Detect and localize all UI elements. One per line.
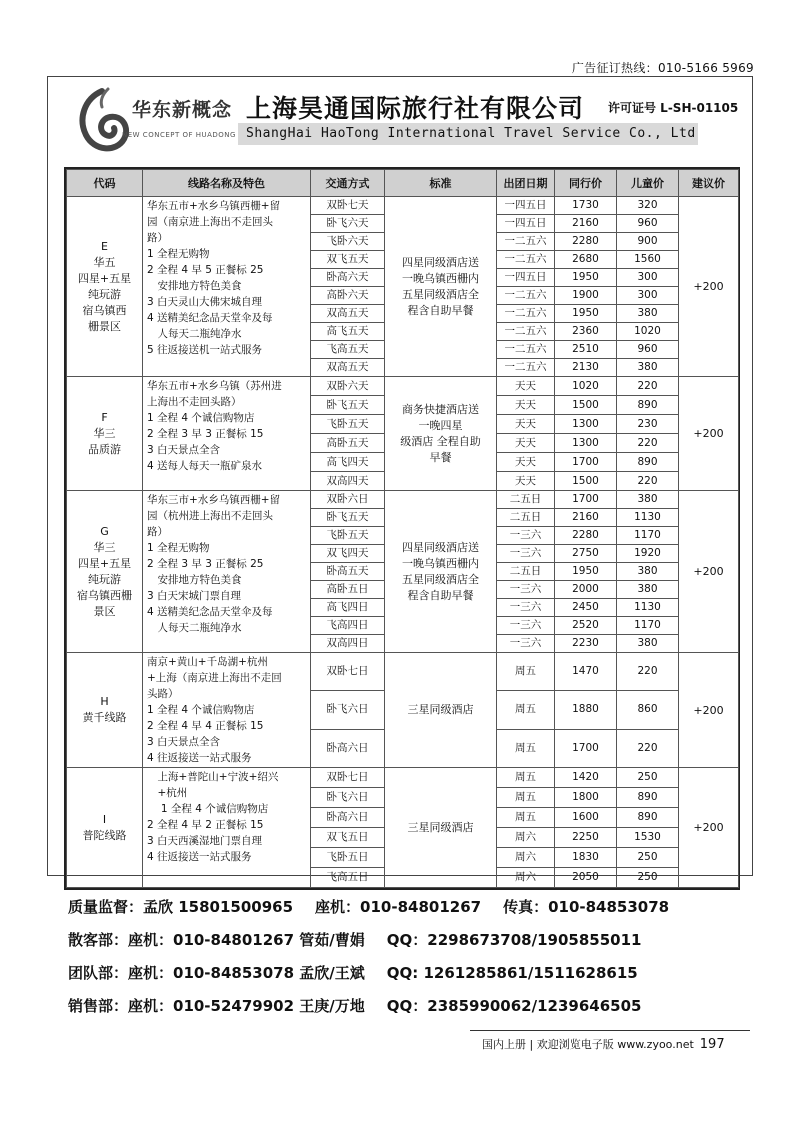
departure-days: 一二五六 bbox=[497, 287, 555, 305]
route-features bbox=[143, 768, 311, 888]
child-price: 890 bbox=[617, 808, 679, 828]
standard-line: 三星同级酒店 bbox=[407, 703, 474, 716]
company-name-cn: 上海昊通国际旅行社有限公司 bbox=[246, 94, 585, 123]
suggested-markup: +200 bbox=[679, 491, 739, 653]
table-row bbox=[67, 377, 739, 396]
trade-price: 2750 bbox=[555, 545, 617, 563]
transport-mode: 双卧七天 bbox=[311, 197, 385, 215]
contact-field: QQ：2298673708/1905855011 bbox=[386, 931, 642, 949]
route-code-line: 宿乌镇西栅 bbox=[77, 588, 132, 602]
child-price: 890 bbox=[617, 788, 679, 808]
feature-line: +上海（南京进上海出不走回 bbox=[147, 672, 282, 684]
route-code-line: 华五 bbox=[93, 255, 116, 269]
child-price: 380 bbox=[617, 581, 679, 599]
departure-days: 二五日 bbox=[497, 491, 555, 509]
contact-line bbox=[68, 929, 669, 962]
feature-line: 2 全程 4 早 5 正餐标 25 bbox=[147, 264, 264, 276]
standard-line: 四星同级酒店送 bbox=[402, 540, 479, 554]
route-code bbox=[67, 768, 143, 888]
feature-line: 4 往返接送一站式服务 bbox=[147, 851, 252, 863]
route-code-line: 品质游 bbox=[88, 442, 121, 456]
feature-line: 2 全程 3 早 3 正餐标 25 bbox=[147, 558, 264, 570]
feature-line: 华东三市+水乡乌镇西栅+留 bbox=[147, 494, 281, 506]
page-footer bbox=[482, 1036, 725, 1052]
child-price: 250 bbox=[617, 868, 679, 888]
route-features bbox=[143, 653, 311, 768]
suggested-markup: +200 bbox=[679, 377, 739, 491]
column-header: 建议价 bbox=[679, 170, 739, 197]
feature-line: 1 全程 4 个诚信购物店 bbox=[147, 803, 269, 815]
feature-line: 南京+黄山+千岛湖+杭州 bbox=[147, 656, 268, 668]
departure-days: 天天 bbox=[497, 415, 555, 434]
standard-line: 五星同级酒店全 bbox=[402, 287, 479, 301]
trade-price: 1500 bbox=[555, 396, 617, 415]
child-price: 320 bbox=[617, 197, 679, 215]
route-table-wrap bbox=[64, 167, 740, 890]
departure-days: 一三六 bbox=[497, 581, 555, 599]
transport-mode: 飞高五天 bbox=[311, 341, 385, 359]
departure-days: 一二五六 bbox=[497, 341, 555, 359]
route-code-line: 纯玩游 bbox=[88, 572, 121, 586]
departure-days: 一二五六 bbox=[497, 251, 555, 269]
trade-price: 2230 bbox=[555, 635, 617, 653]
contact-field: 质量监督：孟欣 15801500965 bbox=[68, 898, 294, 916]
child-price: 1560 bbox=[617, 251, 679, 269]
table-header-row bbox=[67, 170, 739, 197]
trade-price: 1300 bbox=[555, 434, 617, 453]
departure-days: 一二五六 bbox=[497, 323, 555, 341]
transport-mode: 卧高六天 bbox=[311, 269, 385, 287]
child-price: 1920 bbox=[617, 545, 679, 563]
feature-line: 安排地方特色美食 bbox=[147, 574, 242, 586]
departure-days: 一二五六 bbox=[497, 359, 555, 377]
trade-price: 2130 bbox=[555, 359, 617, 377]
departure-days: 一四五日 bbox=[497, 197, 555, 215]
departure-days: 一三六 bbox=[497, 545, 555, 563]
route-code-line: I bbox=[102, 812, 107, 826]
child-price: 1130 bbox=[617, 599, 679, 617]
column-header: 交通方式 bbox=[311, 170, 385, 197]
feature-line: 路） bbox=[147, 232, 168, 244]
brand-name-cn: 华东新概念 bbox=[132, 99, 233, 121]
transport-mode: 双高五天 bbox=[311, 305, 385, 323]
transport-mode: 卧高六日 bbox=[311, 729, 385, 767]
transport-mode: 卧飞六日 bbox=[311, 691, 385, 729]
departure-days: 一三六 bbox=[497, 635, 555, 653]
trade-price: 1800 bbox=[555, 788, 617, 808]
license-number: 许可证号 L-SH-01105 bbox=[608, 101, 739, 115]
feature-line: 3 白天灵山大佛宋城自理 bbox=[147, 296, 263, 308]
trade-price: 2000 bbox=[555, 581, 617, 599]
feature-line: 1 全程无购物 bbox=[147, 248, 210, 260]
standard-line: 早餐 bbox=[429, 450, 452, 464]
child-price: 890 bbox=[617, 453, 679, 472]
departure-days: 周六 bbox=[497, 868, 555, 888]
transport-mode: 高卧六天 bbox=[311, 287, 385, 305]
company-name-en: ShangHai HaoTong International Travel Service Co., Ltd bbox=[246, 126, 696, 141]
child-price: 380 bbox=[617, 359, 679, 377]
feature-line: 3 白天西溪湿地门票自理 bbox=[147, 835, 263, 847]
standard-line: 四星同级酒店送 bbox=[402, 255, 479, 269]
transport-mode: 双高五天 bbox=[311, 359, 385, 377]
route-features bbox=[143, 491, 311, 653]
departure-days: 周六 bbox=[497, 848, 555, 868]
child-price: 960 bbox=[617, 341, 679, 359]
child-price: 380 bbox=[617, 491, 679, 509]
feature-line: 华东五市+水乡乌镇西栅+留 bbox=[147, 200, 281, 212]
transport-mode: 高飞四日 bbox=[311, 599, 385, 617]
contact-field: QQ: 1261285861/1511628615 bbox=[386, 964, 638, 982]
contact-info bbox=[68, 896, 669, 1028]
contact-field: QQ：2385990062/1239646505 bbox=[386, 997, 642, 1015]
transport-mode: 卧飞五天 bbox=[311, 396, 385, 415]
child-price: 300 bbox=[617, 287, 679, 305]
trade-price: 2160 bbox=[555, 509, 617, 527]
route-code-line: 四星+五星 bbox=[77, 271, 132, 285]
departure-days: 一四五日 bbox=[497, 215, 555, 233]
ad-frame bbox=[47, 76, 753, 883]
route-code-line: E bbox=[101, 239, 108, 253]
standard-line: 一晚乌镇西栅内 bbox=[402, 556, 479, 570]
transport-mode: 双卧七日 bbox=[311, 653, 385, 691]
child-price: 1530 bbox=[617, 828, 679, 848]
standard-line: 五星同级酒店全 bbox=[402, 572, 479, 586]
departure-days: 一三六 bbox=[497, 617, 555, 635]
column-header: 代码 bbox=[67, 170, 143, 197]
child-price: 220 bbox=[617, 434, 679, 453]
suggested-markup: +200 bbox=[679, 653, 739, 768]
departure-days: 周五 bbox=[497, 653, 555, 691]
route-code-line: 黄千线路 bbox=[82, 711, 127, 724]
feature-line: 华东五市+水乡乌镇（苏州进 bbox=[147, 380, 282, 392]
column-header: 线路名称及特色 bbox=[143, 170, 311, 197]
transport-mode: 飞卧五天 bbox=[311, 527, 385, 545]
standard-line: 一晚四星 bbox=[418, 418, 463, 432]
table-row bbox=[67, 768, 739, 788]
feature-line: 3 白天景点全含 bbox=[147, 444, 221, 456]
route-code-line: 宿乌镇西 bbox=[82, 303, 127, 317]
transport-mode: 高飞四天 bbox=[311, 453, 385, 472]
transport-mode: 双卧六天 bbox=[311, 377, 385, 396]
feature-line: 路） bbox=[147, 526, 168, 538]
transport-mode: 卧高五天 bbox=[311, 563, 385, 581]
child-price: 1170 bbox=[617, 527, 679, 545]
departure-days: 一三六 bbox=[497, 599, 555, 617]
departure-days: 一二五六 bbox=[497, 233, 555, 251]
ad-header bbox=[48, 77, 752, 165]
standard-line: 商务快捷酒店送 bbox=[402, 402, 479, 416]
departure-days: 天天 bbox=[497, 377, 555, 396]
trade-price: 2450 bbox=[555, 599, 617, 617]
child-price: 250 bbox=[617, 768, 679, 788]
route-code-line: G bbox=[100, 524, 109, 538]
child-price: 250 bbox=[617, 848, 679, 868]
child-price: 900 bbox=[617, 233, 679, 251]
transport-mode: 卧飞六日 bbox=[311, 788, 385, 808]
trade-price: 1900 bbox=[555, 287, 617, 305]
departure-days: 周五 bbox=[497, 691, 555, 729]
route-code-line: 华三 bbox=[93, 426, 116, 440]
route-code-line: 四星+五星 bbox=[77, 556, 132, 570]
child-price: 220 bbox=[617, 472, 679, 491]
contact-line bbox=[68, 896, 669, 929]
feature-line: 4 送精美纪念品天堂伞及每 bbox=[147, 312, 273, 324]
standard-line: 一晚乌镇西栅内 bbox=[402, 271, 479, 285]
suggested-markup: +200 bbox=[679, 768, 739, 888]
transport-mode: 高卧五日 bbox=[311, 581, 385, 599]
contact-line bbox=[68, 962, 669, 995]
transport-mode: 高卧五天 bbox=[311, 434, 385, 453]
transport-mode: 双飞五日 bbox=[311, 828, 385, 848]
transport-mode: 双飞五天 bbox=[311, 251, 385, 269]
feature-line: 上海出不走回头路） bbox=[147, 396, 242, 408]
route-code-line: 普陀线路 bbox=[82, 828, 127, 842]
feature-line: 4 往返接送一站式服务 bbox=[147, 752, 252, 764]
child-price: 380 bbox=[617, 305, 679, 323]
transport-mode: 飞高五日 bbox=[311, 868, 385, 888]
trade-price: 2250 bbox=[555, 828, 617, 848]
feature-line: 园（南京进上海出不走回头 bbox=[147, 216, 273, 228]
hotel-standard bbox=[385, 197, 497, 377]
feature-line: 4 送精美纪念品天堂伞及每 bbox=[147, 606, 273, 618]
table-body bbox=[67, 197, 739, 888]
hotel-standard bbox=[385, 491, 497, 653]
route-code bbox=[67, 377, 143, 491]
route-code-line: 纯玩游 bbox=[88, 287, 121, 301]
column-header: 出团日期 bbox=[497, 170, 555, 197]
contact-field: 销售部：座机：010-52479902 王庚/万地 bbox=[68, 997, 365, 1015]
route-features bbox=[143, 197, 311, 377]
transport-mode: 双高四天 bbox=[311, 472, 385, 491]
table-row bbox=[67, 197, 739, 215]
trade-price: 2510 bbox=[555, 341, 617, 359]
contact-field: 散客部：座机：010-84801267 管茹/曹娟 bbox=[68, 931, 365, 949]
departure-days: 一二五六 bbox=[497, 305, 555, 323]
transport-mode: 双卧七日 bbox=[311, 768, 385, 788]
feature-line: 4 送每人每天一瓶矿泉水 bbox=[147, 460, 263, 472]
trade-price: 2280 bbox=[555, 233, 617, 251]
brand-logo bbox=[72, 85, 242, 159]
footer-text: 国内上册 | 欢迎浏览电子版 www.zyoo.net bbox=[482, 1038, 694, 1051]
trade-price: 1020 bbox=[555, 377, 617, 396]
route-code-line: 栅景区 bbox=[88, 319, 121, 333]
contact-field: 传真：010-84853078 bbox=[503, 898, 670, 916]
hotel-standard bbox=[385, 377, 497, 491]
feature-line: 2 全程 4 早 2 正餐标 15 bbox=[147, 819, 264, 831]
trade-price: 1700 bbox=[555, 491, 617, 509]
departure-days: 一四五日 bbox=[497, 269, 555, 287]
route-table bbox=[66, 169, 739, 888]
standard-line: 级酒店 全程自助 bbox=[400, 434, 481, 448]
trade-price: 1700 bbox=[555, 453, 617, 472]
trade-price: 1730 bbox=[555, 197, 617, 215]
transport-mode: 高飞五天 bbox=[311, 323, 385, 341]
feature-line: 安排地方特色美食 bbox=[147, 280, 242, 292]
trade-price: 2050 bbox=[555, 868, 617, 888]
feature-line: 1 全程 4 个诚信购物店 bbox=[147, 704, 255, 716]
departure-days: 天天 bbox=[497, 472, 555, 491]
transport-mode: 飞高四日 bbox=[311, 617, 385, 635]
feature-line: 上海+普陀山+宁波+绍兴 bbox=[147, 771, 279, 783]
table-row bbox=[67, 491, 739, 509]
contact-line bbox=[68, 995, 669, 1028]
trade-price: 1880 bbox=[555, 691, 617, 729]
ad-hotline: 广告征订热线：010-5166 5969 bbox=[571, 61, 754, 75]
transport-mode: 飞卧五日 bbox=[311, 848, 385, 868]
footer-divider bbox=[470, 1030, 750, 1031]
trade-price: 2280 bbox=[555, 527, 617, 545]
feature-line: 头路） bbox=[147, 688, 179, 700]
trade-price: 1950 bbox=[555, 305, 617, 323]
departure-days: 二五日 bbox=[497, 509, 555, 527]
table-row bbox=[67, 653, 739, 691]
feature-line: 人每天二瓶纯净水 bbox=[147, 328, 242, 340]
feature-line: 1 全程无购物 bbox=[147, 542, 210, 554]
feature-line: +杭州 bbox=[147, 787, 188, 799]
child-price: 230 bbox=[617, 415, 679, 434]
trade-price: 1830 bbox=[555, 848, 617, 868]
feature-line: 3 白天景点全含 bbox=[147, 736, 221, 748]
feature-line: 1 全程 4 个诚信购物店 bbox=[147, 412, 255, 424]
suggested-markup: +200 bbox=[679, 197, 739, 377]
feature-line: 2 全程 4 早 4 正餐标 15 bbox=[147, 720, 264, 732]
departure-days: 周五 bbox=[497, 808, 555, 828]
departure-days: 周五 bbox=[497, 788, 555, 808]
page-number: 197 bbox=[699, 1037, 725, 1052]
column-header: 儿童价 bbox=[617, 170, 679, 197]
route-code-line: 景区 bbox=[93, 604, 116, 618]
departure-days: 天天 bbox=[497, 396, 555, 415]
transport-mode: 飞卧六天 bbox=[311, 233, 385, 251]
transport-mode: 飞卧五天 bbox=[311, 415, 385, 434]
trade-price: 2360 bbox=[555, 323, 617, 341]
child-price: 1130 bbox=[617, 509, 679, 527]
departure-days: 一三六 bbox=[497, 527, 555, 545]
route-code bbox=[67, 653, 143, 768]
trade-price: 2520 bbox=[555, 617, 617, 635]
child-price: 1020 bbox=[617, 323, 679, 341]
departure-days: 二五日 bbox=[497, 563, 555, 581]
trade-price: 2160 bbox=[555, 215, 617, 233]
route-features bbox=[143, 377, 311, 491]
trade-price: 1470 bbox=[555, 653, 617, 691]
trade-price: 1300 bbox=[555, 415, 617, 434]
hotel-standard bbox=[385, 768, 497, 888]
transport-mode: 双卧六日 bbox=[311, 491, 385, 509]
column-header: 标准 bbox=[385, 170, 497, 197]
feature-line: 园（杭州进上海出不走回头 bbox=[147, 510, 273, 522]
feature-line: 2 全程 3 早 3 正餐标 15 bbox=[147, 428, 264, 440]
trade-price: 1700 bbox=[555, 729, 617, 767]
route-code-line: F bbox=[101, 410, 108, 424]
trade-price: 1500 bbox=[555, 472, 617, 491]
brand-name-en: NEW CONCEPT OF HUADONG bbox=[122, 131, 236, 139]
child-price: 890 bbox=[617, 396, 679, 415]
contact-field: 座机：010-84801267 bbox=[315, 898, 482, 916]
child-price: 220 bbox=[617, 653, 679, 691]
route-code-line: 华三 bbox=[93, 540, 116, 554]
child-price: 300 bbox=[617, 269, 679, 287]
standard-line: 程含自助早餐 bbox=[407, 303, 474, 317]
feature-line: 3 白天宋城门票自理 bbox=[147, 590, 242, 602]
child-price: 380 bbox=[617, 635, 679, 653]
trade-price: 2680 bbox=[555, 251, 617, 269]
route-code-line: H bbox=[100, 695, 109, 708]
trade-price: 1950 bbox=[555, 563, 617, 581]
child-price: 860 bbox=[617, 691, 679, 729]
standard-line: 程含自助早餐 bbox=[407, 588, 474, 602]
transport-mode: 双飞四天 bbox=[311, 545, 385, 563]
departure-days: 天天 bbox=[497, 453, 555, 472]
route-code bbox=[67, 197, 143, 377]
trade-price: 1600 bbox=[555, 808, 617, 828]
child-price: 220 bbox=[617, 377, 679, 396]
hotel-standard bbox=[385, 653, 497, 768]
departure-days: 周六 bbox=[497, 828, 555, 848]
child-price: 220 bbox=[617, 729, 679, 767]
column-header: 同行价 bbox=[555, 170, 617, 197]
swirl-logo-icon bbox=[72, 85, 132, 161]
departure-days: 周五 bbox=[497, 729, 555, 767]
transport-mode: 双高四日 bbox=[311, 635, 385, 653]
trade-price: 1420 bbox=[555, 768, 617, 788]
transport-mode: 卧飞六天 bbox=[311, 215, 385, 233]
transport-mode: 卧飞五天 bbox=[311, 509, 385, 527]
child-price: 380 bbox=[617, 563, 679, 581]
departure-days: 周五 bbox=[497, 768, 555, 788]
trade-price: 1950 bbox=[555, 269, 617, 287]
contact-field: 团队部：座机：010-84853078 孟欣/王斌 bbox=[68, 964, 365, 982]
child-price: 960 bbox=[617, 215, 679, 233]
transport-mode: 卧高六日 bbox=[311, 808, 385, 828]
route-code bbox=[67, 491, 143, 653]
departure-days: 天天 bbox=[497, 434, 555, 453]
feature-line: 人每天二瓶纯净水 bbox=[147, 622, 242, 634]
standard-line: 三星同级酒店 bbox=[407, 820, 474, 834]
feature-line: 5 往返接送机一站式服务 bbox=[147, 344, 263, 356]
child-price: 1170 bbox=[617, 617, 679, 635]
